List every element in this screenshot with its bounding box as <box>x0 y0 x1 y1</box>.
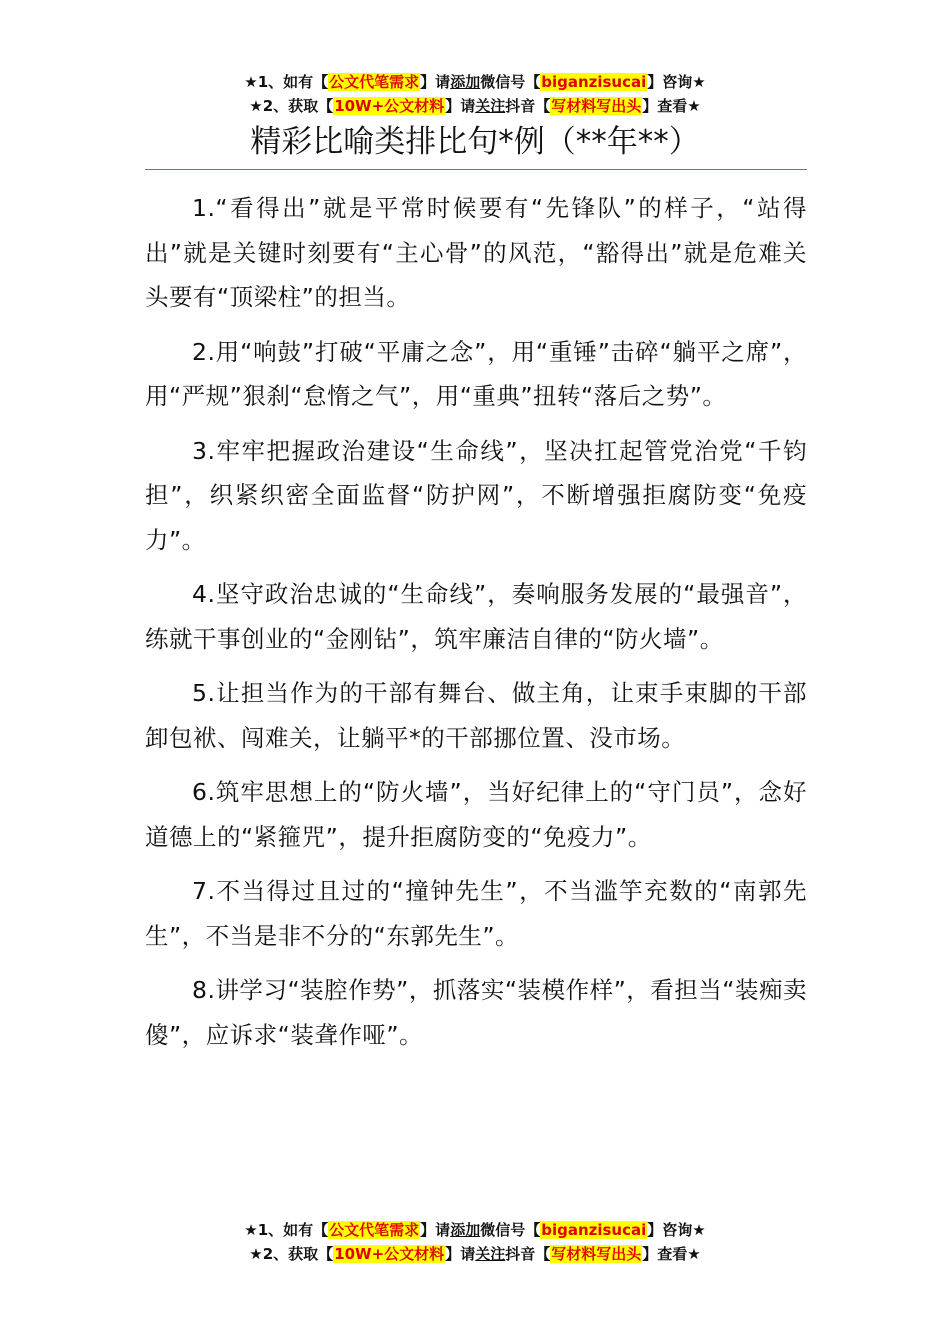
banner-underlined: 添加 <box>450 73 481 91</box>
banner-highlight: 公文代笔需求 <box>329 1221 420 1239</box>
title-divider <box>145 169 807 170</box>
banner-underlined: 关注 <box>475 1245 506 1263</box>
banner-text: 】请 <box>445 1245 476 1263</box>
paragraph-8: 8.讲学习“装腔作势”，抓落实“装模作样”，看担当“装痴卖傻”，应诉求“装聋作哑”。 <box>145 976 807 1049</box>
paragraph-2: 2.用“响鼓”打破“平庸之念”，用“重锤”击碎“躺平之席”，用“严规”狠刹“怠惰之气”，用“重典”扭转“落后之势”。 <box>145 337 807 410</box>
paragraph-7: 7.不当得过且过的“撞钟先生”，不当滥竽充数的“南郭先生”，不当是非不分的“东郭先生”。 <box>145 877 807 950</box>
paragraph-4: 4.坚守政治忠诚的“生命线”，奏响服务发展的“最强音”，练就干事创业的“金刚钻”，筑牢廉洁自律的“防火墙”。 <box>145 580 807 653</box>
banner-text: 】咨询★ <box>647 73 706 91</box>
banner-text: 】请 <box>445 97 476 115</box>
footer-banner <box>0 1218 950 1266</box>
banner-highlight: 10W+公文材料 <box>334 1245 445 1263</box>
banner-text: ★1、如有【 <box>244 73 329 91</box>
banner-line-2 <box>0 94 950 118</box>
banner-text: ★2、获取【 <box>249 97 334 115</box>
paragraph-5: 5.让担当作为的干部有舞台、做主角，让束手束脚的干部卸包袱、闯难关，让躺平*的干部挪位置、没市场。 <box>145 679 807 752</box>
banner-text: 抖音【 <box>505 1245 551 1263</box>
banner-highlight: biganzisucai <box>541 73 647 91</box>
banner-text: 】请 <box>420 73 451 91</box>
banner-text: 】请 <box>420 1221 451 1239</box>
paragraph-6: 6.筑牢思想上的“防火墙”，当好纪律上的“守门员”，念好道德上的“紧箍咒”，提升拒腐防变的“免疫力”。 <box>145 778 807 851</box>
banner-text: ★1、如有【 <box>244 1221 329 1239</box>
banner-line-1 <box>0 1218 950 1242</box>
banner-text: 抖音【 <box>505 97 551 115</box>
paragraph-1: 1.“看得出”就是平常时候要有“先锋队”的样子，“站得出”就是关键时刻要有“主心骨”的风范，“豁得出”就是危难关头要有“顶梁柱”的担当。 <box>145 194 807 311</box>
document-body <box>145 186 807 1067</box>
banner-text: ★2、获取【 <box>249 1245 334 1263</box>
paragraph-3: 3.牢牢把握政治建设“生命线”，坚决扛起管党治党“千钧担”，织紧织密全面监督“防护网”，不断增强拒腐防变“免疫力”。 <box>145 436 807 554</box>
header-banner <box>0 70 950 118</box>
banner-highlight: 公文代笔需求 <box>329 73 420 91</box>
banner-highlight: 10W+公文材料 <box>334 97 445 115</box>
banner-text: 微信号【 <box>480 73 541 91</box>
banner-highlight: 写材料写出头 <box>551 97 642 115</box>
banner-highlight: biganzisucai <box>541 1221 647 1239</box>
banner-underlined: 添加 <box>450 1221 481 1239</box>
banner-text: 】咨询★ <box>647 1221 706 1239</box>
banner-line-1 <box>0 70 950 94</box>
banner-text: 】查看★ <box>642 1245 701 1263</box>
banner-line-2 <box>0 1242 950 1266</box>
document-title: 精彩比喻类排比句*例（**年**） <box>250 124 700 160</box>
banner-text: 微信号【 <box>480 1221 541 1239</box>
banner-text: 】查看★ <box>642 97 701 115</box>
banner-underlined: 关注 <box>475 97 506 115</box>
banner-highlight: 写材料写出头 <box>551 1245 642 1263</box>
